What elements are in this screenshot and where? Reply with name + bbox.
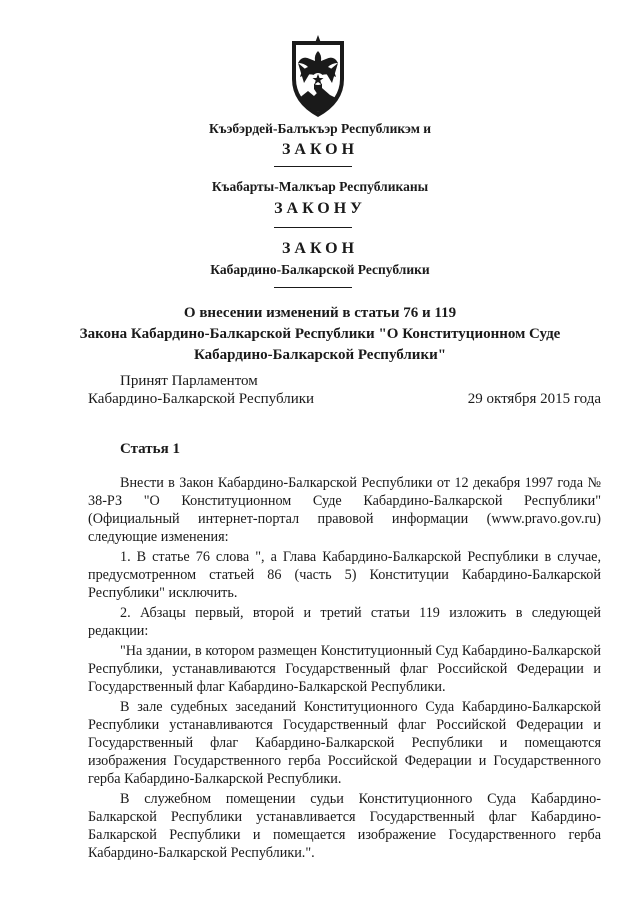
article-paragraph: "На здании, в котором размещен Конституционный Суд Кабардино-Балкарской Республики, устанавливаются Государственный флаг Российской Федерации и Государственный флаг Кабардино-Балкарской Республики. [88, 643, 601, 695]
balkar-republic-name: Къабарты-Малкъар Республиканы [211, 179, 429, 194]
kabardian-law-word: ЗАКОН [281, 141, 359, 158]
adopted-by-line-2: Кабардино-Балкарской Республики [88, 391, 315, 407]
kabardian-republic-name: Къэбэрдей-Балъкъэр Республикэм и [208, 121, 432, 136]
coat-of-arms-emblem-icon [284, 33, 352, 119]
divider-1 [274, 166, 352, 167]
article-paragraph: В служебном помещении судьи Конституционного Суда Кабардино-Балкарской Республики устанавливается Государственный флаг Кабардино-Балкарской Республики и помещается изображение Государственного герба Кабардино-Балкарской Республики.". [88, 791, 601, 861]
divider-2 [274, 227, 352, 228]
title-line-2: Закона Кабардино-Балкарской Республики "О Конституционном Суде [79, 326, 561, 342]
russian-republic-name: Кабардино-Балкарской Республики [210, 262, 430, 277]
balkar-law-word: ЗАКОНУ [274, 200, 366, 217]
adoption-date: 29 октября 2015 года [467, 391, 601, 407]
divider-3 [274, 287, 352, 288]
article-paragraph: 2. Абзацы первый, второй и третий статьи 119 изложить в следующей редакции: [88, 605, 601, 639]
document-title [0, 303, 640, 366]
article-paragraph: В зале судебных заседаний Конституционного Суда Кабардино-Балкарской Республики устанавливаются Государственный флаг Российской Федерации и Государственный флаг Кабардино-Балкарской Республики и помещаются изображения Государственного герба Российской Федерации и Государственного герба Кабардино-Балкарской Республики. [88, 699, 601, 787]
article-body [88, 474, 601, 862]
title-line-1: О внесении изменений в статьи 76 и 119 [183, 305, 457, 321]
article-paragraph: 1. В статье 76 слова ", а Глава Кабардино-Балкарской Республики в случае, предусмотренном статьей 86 (часть 5) Конституции Кабардино-Балкарской Республики" исключить. [88, 549, 601, 601]
title-line-3: Кабардино-Балкарской Республики" [193, 347, 447, 363]
russian-law-word: ЗАКОН [281, 240, 359, 257]
article-paragraph: Внести в Закон Кабардино-Балкарской Республики от 12 декабря 1997 года № 38-РЗ "О Конституционном Суде Кабардино-Балкарской Республики" (Официальный интернет-портал правовой информации (www.pravo.gov.ru) следующие изменения: [88, 475, 601, 545]
adopted-by-line-1: Принят Парламентом [120, 373, 258, 389]
article-heading: Статья 1 [120, 441, 180, 457]
